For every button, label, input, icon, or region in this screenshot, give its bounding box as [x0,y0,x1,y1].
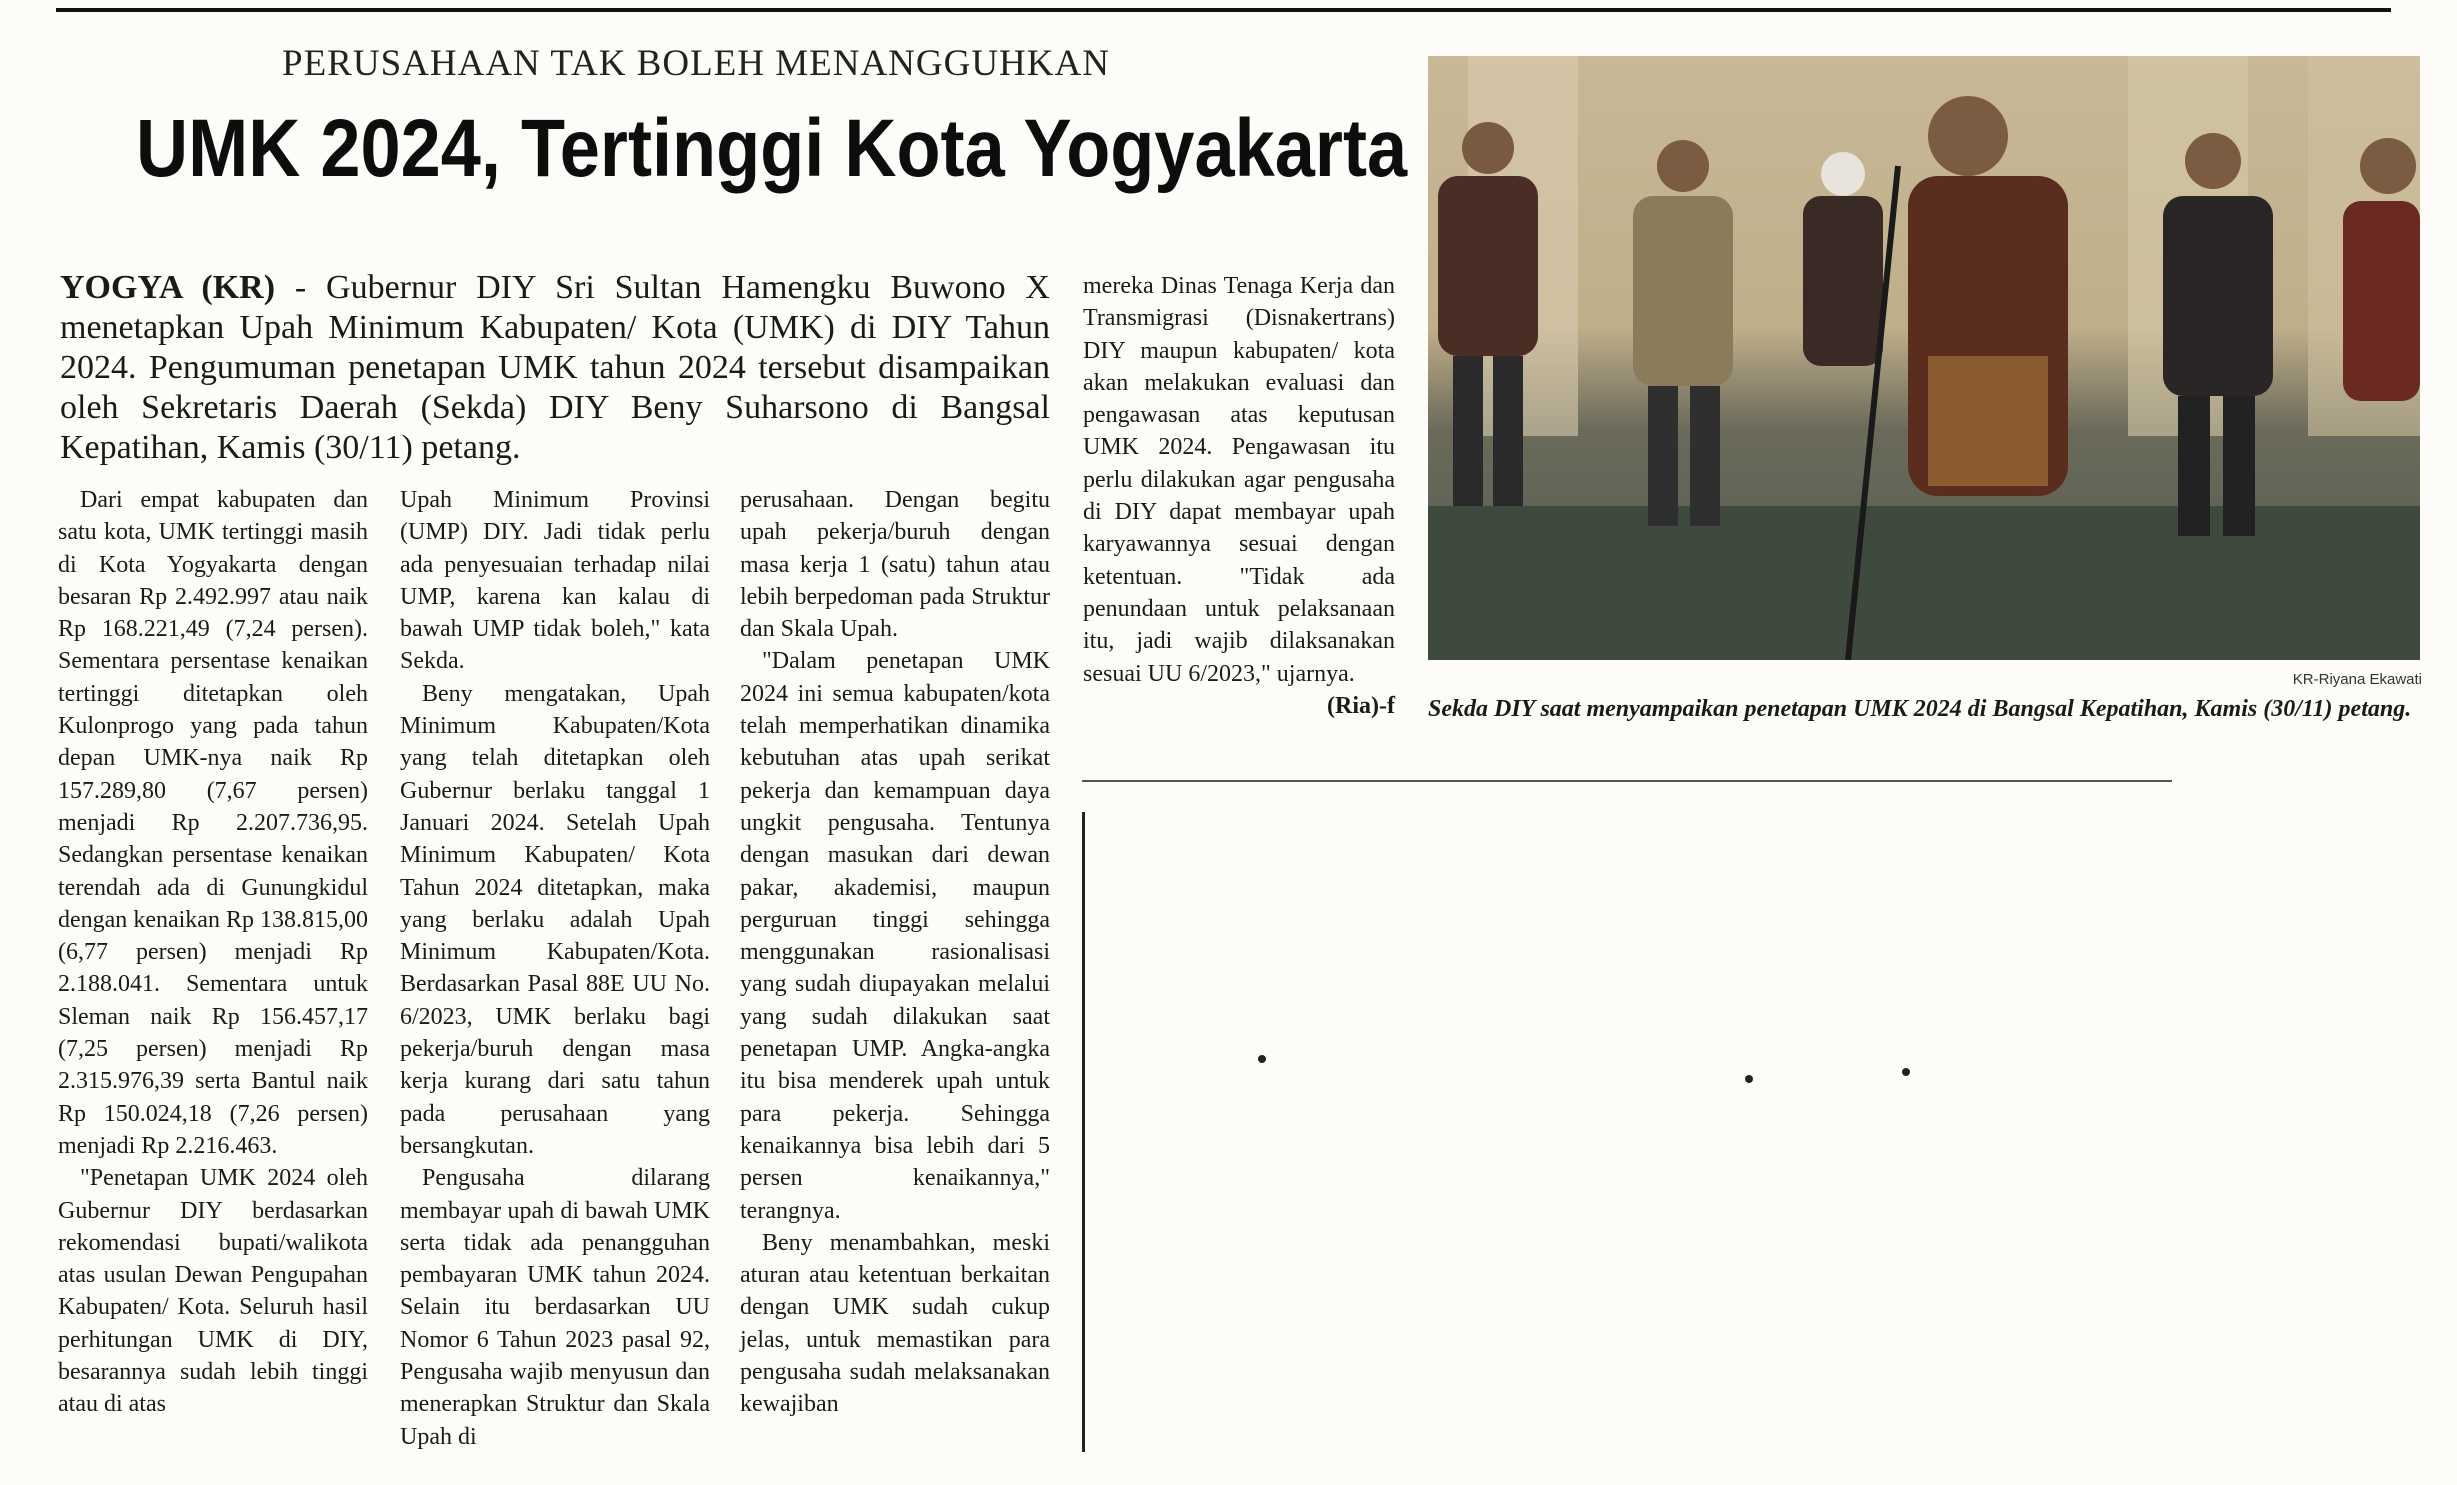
speck [1745,1075,1753,1083]
speck [1258,1055,1266,1063]
paragraph: "Penetapan UMK 2024 oleh Gubernur DIY berdasarkan rekomendasi bupati/walikota atas usulan Dewan Pengupahan Kabupaten/ Kota. Seluruh hasil perhitungan UMK di DIY, besarannya sudah lebih tinggi atau di atas [58,1165,368,1418]
speck [1902,1068,1910,1076]
paragraph: Pengusaha dilarang membayar upah di bawah UMK serta tidak ada penangguhan pembayaran UMK tahun 2024. Selain itu berdasarkan UU Nomor 6 Tahun 2023 pasal 92, Pengusaha wajib menyusun dan menerapkan Struktur dan Skala Upah di [400,1165,710,1450]
photo-credit: KR-Riyana Ekawati [2292,671,2422,688]
lead-text: - Gubernur DIY Sri Sultan Hamengku Buwono X menetapkan Upah Minimum Kabupaten/ Kota (UMK) di DIY Tahun 2024. Pengumuman penetapan UMK tahun 2024 tersebut disampaikan oleh Sekretaris Daerah (Sekda) DIY Beny Suharsono di Bangsal Kepatihan, Kamis (30/11) petang. [60,269,1050,466]
body-column-2 [400,484,710,1453]
paragraph: "Dalam penetapan UMK 2024 ini semua kabupaten/kota telah memperhatikan dinamika kebutuhan atas upah serikat pekerja dan kemampuan daya ungkit pengusaha. Tentunya dengan masukan dari dewan pakar, akademisi, maupun perguruan tinggi sehingga menggunakan rasionalisasi yang sudah diupayakan melalui yang sudah dilakukan saat penetapan UMP. Angka-angka itu bisa menderek upah untuk para pekerja. Sehingga kenaikannya bisa lebih dari 5 persen kenaikannya," terangnya. [740,648,1050,1224]
article-kicker: PERUSAHAAN TAK BOLEH MENANGGUHKAN [282,43,1110,84]
article-headline: UMK 2024, Tertinggi Kota Yogyakarta [136,103,1408,194]
photo-caption: Sekda DIY saat menyampaikan penetapan UMK 2024 di Bangsal Kepatihan, Kamis (30/11) petang. [1428,696,2412,722]
top-rule [56,8,2391,12]
paragraph: Beny mengatakan, Upah Minimum Kabupaten/Kota yang telah ditetapkan oleh Gubernur berlaku tanggal 1 Januari 2024. Setelah Upah Minimum Kabupaten/ Kota Tahun 2024 ditetapkan, maka yang berlaku adalah Upah Minimum Kabupaten/Kota. Berdasarkan Pasal 88E UU No. 6/2023, UMK berlaku bagi pekerja/buruh dengan masa kerja kurang dari satu tahun pada perusahaan yang bersangkutan. [400,680,710,1159]
paragraph: Upah Minimum Provinsi (UMP) DIY. Jadi tidak perlu ada penyesuaian terhadap nilai UMP, karena kan kalau di bawah UMP tidak boleh," kata Sekda. [400,487,710,675]
paragraph: mereka Dinas Tenaga Kerja dan Transmigrasi (Disnakertrans) DIY maupun kabupaten/ kota akan melakukan evaluasi dan pengawasan atas keputusan UMK 2024. Pengawasan itu perlu dilakukan agar pengusaha di DIY dapat membayar upah karyawannya sesuai dengan ketentuan. "Tidak ada penundaan untuk pelaksanaan itu, jadi wajib dilaksanakan sesuai UU 6/2023," ujarnya. [1083,273,1395,687]
paragraph: Beny menambahkan, meski aturan atau ketentuan berkaitan dengan UMK sudah cukup jelas, untuk memastikan para pengusaha sudah melaksanakan kewajiban [740,1229,1050,1418]
news-photo [1428,56,2420,660]
body-column-4 [1083,270,1395,722]
byline: (Ria)-f [1327,692,1395,719]
divider-horizontal [1082,780,2172,782]
divider-vertical [1082,812,1085,1452]
body-column-1 [58,484,368,1421]
article-lead [60,268,1050,468]
paragraph: perusahaan. Dengan begitu upah pekerja/buruh dengan masa kerja 1 (satu) tahun atau lebih berpedoman pada Struktur dan Skala Upah. [740,487,1050,643]
paragraph: Dari empat kabupaten dan satu kota, UMK tertinggi masih di Kota Yogyakarta dengan besaran Rp 2.492.997 atau naik Rp 168.221,49 (7,24 persen). Sementara persentase kenaikan tertinggi ditetapkan oleh Kulonprogo yang pada tahun depan UMK-nya naik Rp 157.289,80 (7,67 persen) menjadi Rp 2.207.736,95. Sedangkan persentase kenaikan terendah ada di Gunungkidul dengan kenaikan Rp 138.815,00 (6,77 persen) menjadi Rp 2.188.041. Sementara untuk Sleman naik Rp 156.457,17 (7,25 persen) menjadi Rp 2.315.976,39 serta Bantul naik Rp 150.024,18 (7,26 persen) menjadi Rp 2.216.463. [58,487,368,1159]
body-column-3 [740,484,1050,1421]
photo-illustration [1428,56,2420,660]
dateline: YOGYA (KR) [60,269,276,306]
